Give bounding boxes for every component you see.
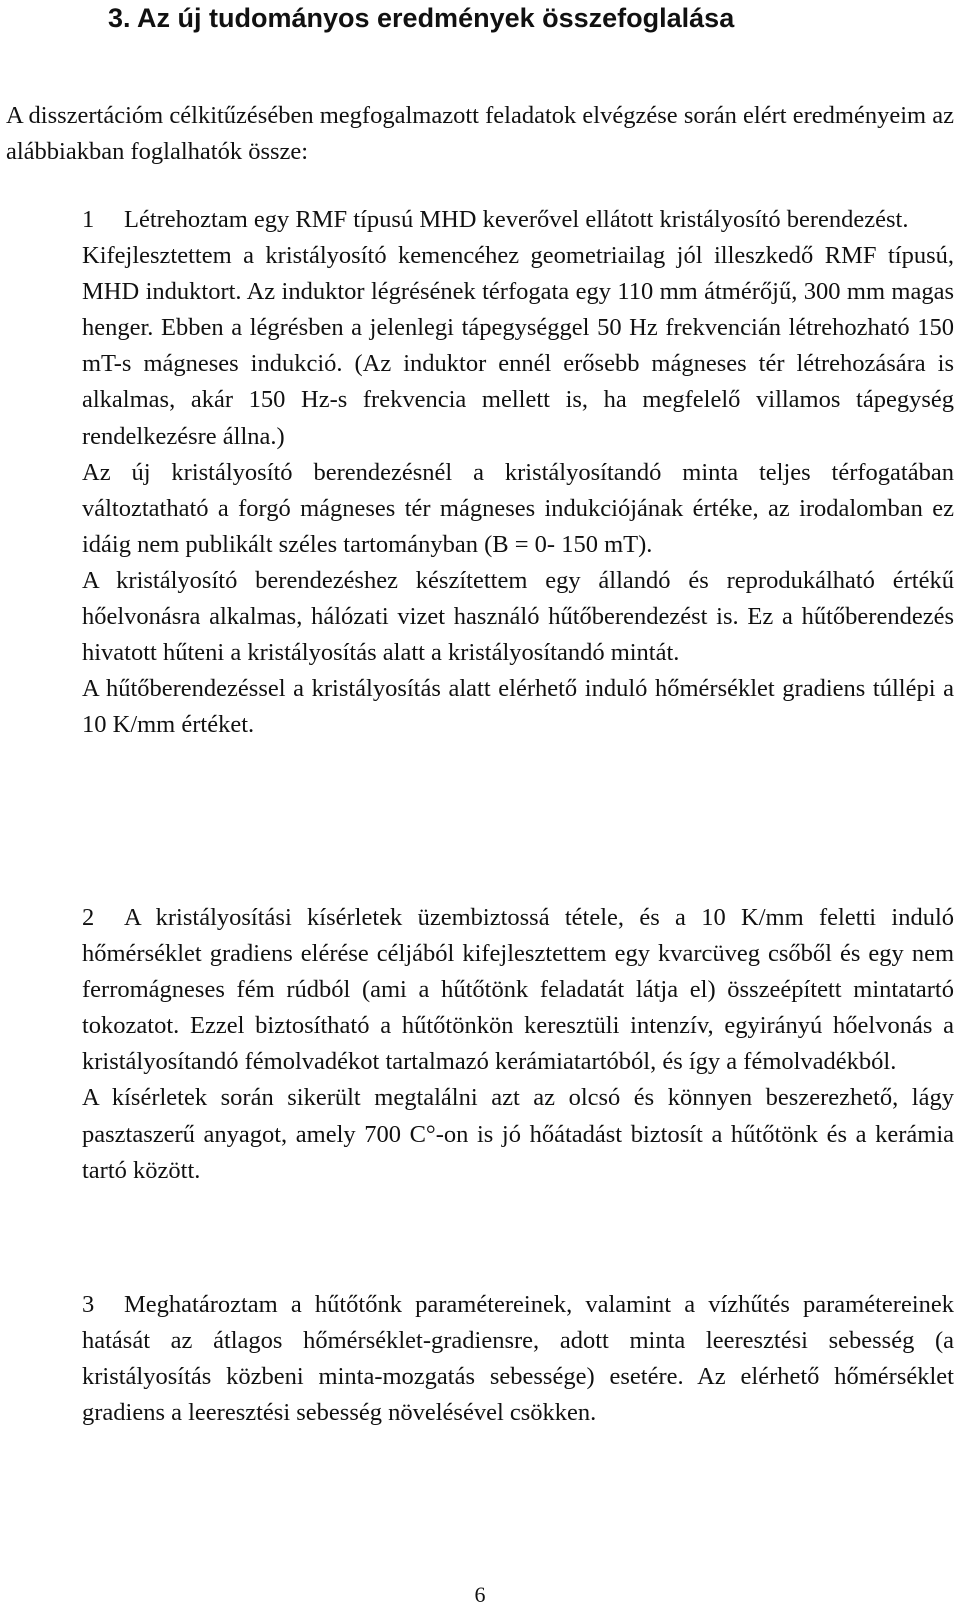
section-1-paragraph-4: A kristályosító berendezéshez készítettem egy állandó és reprodukálható értékű hőelvonásra alkalmas, hálózati vizet használó hűtőberendezést is. Ez a hűtőberendezés hivatott hűteni a kristályosítás alatt a kristályosítandó mintát. (82, 566, 954, 667)
result-section-2 (82, 900, 954, 1189)
section-3-paragraph-1-text: Meghatároztam a hűtőtőnk paramétereinek, valamint a vízhűtés paramétereinek hatását az átlagos hőmérséklet-gradiensre, adott minta leeresztési sebesség (a kristályosítás közbeni minta-mozgatás sebessége) esetére. Az elérhető hőmérséklet gradiens a leeresztési sebesség növelésével csökken. (82, 1291, 954, 1427)
section-1-paragraph-1 (82, 202, 954, 238)
section-1-paragraph-5: A hűtőberendezéssel a kristályosítás alatt elérhető induló hőmérséklet gradiens túllépi a 10 K/mm értéket. (82, 675, 954, 739)
page-title: 3. Az új tudományos eredmények összefoglalása (108, 3, 735, 33)
result-section-1 (82, 202, 954, 743)
result-section-3 (82, 1287, 954, 1431)
section-2-paragraph-1-text: A kristályosítási kísérletek üzembiztossá tétele, és a 10 K/mm feletti induló hőmérséklet gradiens elérése céljából kifejlesztettem egy kvarcüveg csőből és egy nem ferromágneses fém rúdból (ami a hűtőtönk feladatát látja el) összeépített mintatartó tokozatot. Ezzel biztosítható a hűtőtönkön keresztüli intenzív, egyirányú hőelvonás a kristályosítandó fémolvadékot tartalmazó kerámiatartóból, és így a fémolvadékból. (82, 904, 954, 1076)
intro-paragraph: A disszertációm célkitűzésében megfogalmazott feladatok elvégzése során elért eredményeim az alábbiakban foglalhatók össze: (6, 102, 954, 165)
section-2-number: 2 (82, 904, 95, 931)
section-3-paragraph-1 (82, 1287, 954, 1431)
section-2-paragraph-1 (82, 900, 954, 1080)
page-number: 6 (474, 1582, 486, 1607)
section-1-paragraph-1-text: Létrehoztam egy RMF típusú MHD keverővel ellátott kristályosító berendezést. (124, 206, 909, 233)
section-1-paragraph-2: Kifejlesztettem a kristályosító kemencéhez geometriailag jól illeszkedő RMF típusú, MHD induktort. Az induktor légrésének térfogata egy 110 mm átmérőjű, 300 mm magas henger. Ebben a légrésben a jelenlegi tápegységgel 50 Hz frekvencián létrehozható 150 mT-s mágneses indukció. (Az induktor ennél erősebb mágneses tér létrehozására is alkalmas, akár 150 Hz-s frekvencia mellett is, ha megfelelő villamos tápegység rendelkezésre állna.) (82, 242, 954, 450)
section-2-paragraph-2: A kísérletek során sikerült megtalálni azt az olcsó és könnyen beszerezhető, lágy pasztaszerű anyagot, amely 700 C°-on is jó hőátadást biztosít a hűtőtönk és a kerámia tartó között. (82, 1084, 954, 1184)
section-1-paragraph-3: Az új kristályosító berendezésnél a kristályosítandó minta teljes térfogatában változtatható a forgó mágneses tér mágneses indukciójának értéke, az irodalomban ez idáig nem publikált széles tartományban (B = 0- 150 mT). (82, 458, 954, 558)
section-3-number: 3 (82, 1291, 95, 1318)
section-1-number: 1 (82, 206, 95, 233)
